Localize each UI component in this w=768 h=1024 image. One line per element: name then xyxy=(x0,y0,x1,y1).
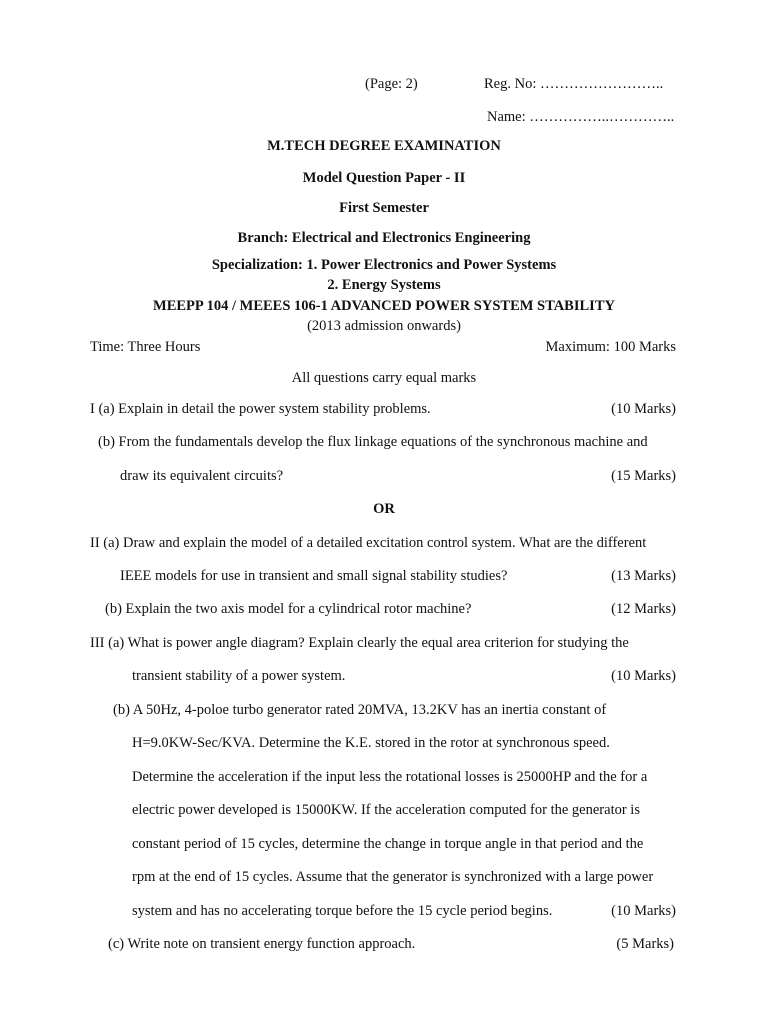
question-1b-line1: (b) From the fundamentals develop the flux linkage equations of the synchronous machine and xyxy=(98,434,648,450)
question-2a-marks: (13 Marks) xyxy=(611,568,676,584)
semester: First Semester xyxy=(339,200,429,216)
instruction: All questions carry equal marks xyxy=(291,370,477,386)
specialization-1: Specialization: 1. Power Electronics and Power Systems xyxy=(211,257,557,273)
question-3c-marks: (5 Marks) xyxy=(616,936,674,952)
branch: Branch: Electrical and Electronics Engineering xyxy=(237,230,531,246)
or-divider: OR xyxy=(373,501,395,517)
maximum-marks: Maximum: 100 Marks xyxy=(545,339,676,355)
question-3b-line: rpm at the end of 15 cycles. Assume that the generator is synchronized with a large power xyxy=(132,869,654,885)
question-1a: I (a) Explain in detail the power system stability problems. xyxy=(90,401,431,417)
question-2a-line1: II (a) Draw and explain the model of a detailed excitation control system. What are the different xyxy=(90,535,647,551)
time-allowed: Time: Three Hours xyxy=(90,339,201,355)
question-3b-line: constant period of 15 cycles, determine the change in torque angle in that period and the xyxy=(132,836,644,852)
question-3b-line: electric power developed is 15000KW. If the acceleration computed for the generator is xyxy=(132,802,640,818)
question-3a-line1: III (a) What is power angle diagram? Explain clearly the equal area criterion for studying the xyxy=(90,635,629,651)
page-number: (Page: 2) xyxy=(365,76,418,92)
question-2b-marks: (12 Marks) xyxy=(611,601,676,617)
name-field: Name: ……………..………….. xyxy=(487,109,675,125)
question-2b: (b) Explain the two axis model for a cylindrical rotor machine? xyxy=(105,601,472,617)
question-3a-marks: (10 Marks) xyxy=(611,668,676,684)
question-3b-line: system and has no accelerating torque before the 15 cycle period begins. xyxy=(132,903,553,919)
specialization-2: 2. Energy Systems xyxy=(327,277,441,293)
question-1b-marks: (15 Marks) xyxy=(611,468,676,484)
course-title: MEEPP 104 / MEEES 106-1 ADVANCED POWER SYSTEM STABILITY xyxy=(153,298,615,314)
question-3c: (c) Write note on transient energy function approach. xyxy=(108,936,416,952)
question-3a-line2: transient stability of a power system. xyxy=(132,668,346,684)
question-3b-line: H=9.0KW-Sec/KVA. Determine the K.E. stored in the rotor at synchronous speed. xyxy=(132,735,610,751)
question-3b-line: (b) A 50Hz, 4-poloe turbo generator rated 20MVA, 13.2KV has an inertia constant of xyxy=(113,702,607,718)
reg-no-field: Reg. No: …………………….. xyxy=(484,76,664,92)
paper-title: Model Question Paper - II xyxy=(302,170,466,186)
question-3b-marks: (10 Marks) xyxy=(611,903,676,919)
admission-note: (2013 admission onwards) xyxy=(307,318,461,334)
exam-title: M.TECH DEGREE EXAMINATION xyxy=(267,138,501,154)
question-3b-line: Determine the acceleration if the input less the rotational losses is 25000HP and the for a xyxy=(132,769,648,785)
question-1a-marks: (10 Marks) xyxy=(611,401,676,417)
question-1b-line2: draw its equivalent circuits? xyxy=(120,468,284,484)
question-2a-line2: IEEE models for use in transient and small signal stability studies? xyxy=(120,568,508,584)
